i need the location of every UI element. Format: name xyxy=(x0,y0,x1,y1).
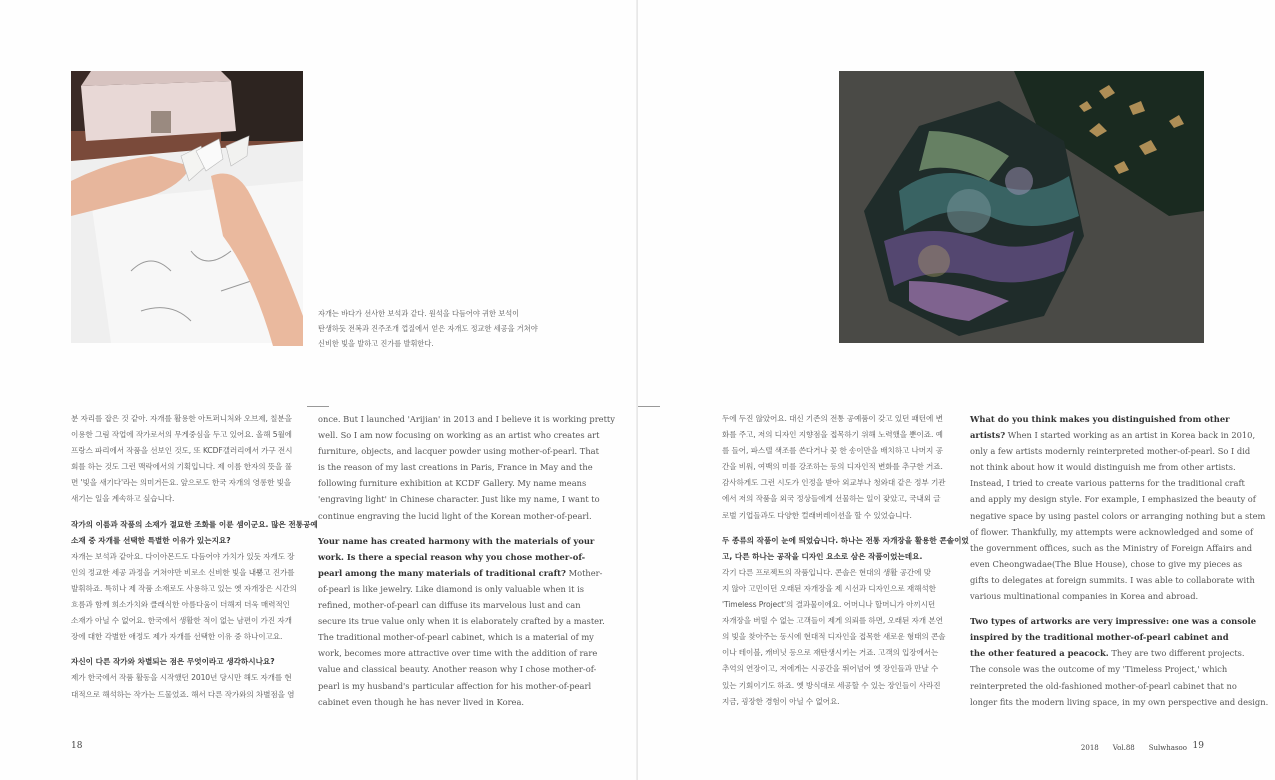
mother-of-pearl-table-photo xyxy=(839,71,1204,343)
text-line: secure its true value only when it is elaborately crafted by a master. xyxy=(318,616,605,627)
text-line: Your name has created harmony with the materials of your xyxy=(318,535,595,546)
interview-question: artists? xyxy=(970,430,1006,441)
text-line: 각기 다른 프로젝트의 작품입니다. 콘솔은 현대의 생활 공간에 맞 xyxy=(722,567,931,577)
text-line: 발휘하죠. 특히나 제 작품 소재로도 사용하고 있는 옛 자개장은 시간의 xyxy=(71,583,297,593)
text-line: work. Is there a special reason why you chose mother-of- xyxy=(318,551,586,562)
issue-year: 2018 xyxy=(1080,744,1099,752)
text-line: not think about how it would distinguish me from other artists. xyxy=(970,462,1236,473)
text-line: 프랑스 파리에서 작품을 선보인 것도, 또 KCDF갤러리에서 가구 전시 xyxy=(71,446,293,456)
interview-question xyxy=(71,654,303,670)
text-line: The traditional mother-of-pearl cabinet, which is a material of my xyxy=(318,632,594,643)
page-number-left: 18 xyxy=(71,741,83,751)
right-page xyxy=(638,0,1275,780)
text-line: inspired by the traditional mother-of-pearl cabinet and xyxy=(970,632,1229,643)
text-line: They are two different projects. xyxy=(1108,648,1245,659)
text-line: 새기는 일을 계속하고 싶습니다. xyxy=(71,494,175,504)
text-line: 회를 하는 것도 그런 맥락에서의 기획입니다. 제 이름 한자의 뜻을 풀 xyxy=(71,462,292,472)
text-line: and apply my design style. For example, I emphasized the beauty of xyxy=(970,494,1256,505)
text-line: 소재가 아닐 수 없어요. 한국에서 생활한 적이 없는 남편이 가진 자개 xyxy=(71,616,292,626)
section-divider xyxy=(638,406,660,407)
text-line: various multinational companies in Korea and abroad. xyxy=(970,591,1199,602)
text-line: 면 '빛을 새기다'라는 의미거든요. 앞으로도 한국 자개의 영롱한 빛을 xyxy=(71,478,292,488)
text-line: is the reason of my last creations in Paris, France in May and the xyxy=(318,462,593,473)
text-line: 에서 저의 작품을 외국 정상들에게 선물하는 일이 잦았고, 국내외 글 xyxy=(722,494,941,504)
left-page xyxy=(0,0,637,780)
text-line: 'engraving light' in Chinese character. Just like my name, I want to xyxy=(318,494,600,505)
text-line: refined, mother-of-pearl can diffuse its marvelous lust and can xyxy=(318,600,581,611)
text-line: 두에 두진 않았어요. 대신 기존의 전통 공예품이 갖고 있던 패턴에 변 xyxy=(722,414,943,423)
text-line: 고, 다른 하나는 공작을 디자인 요소로 삼은 작품이었는데요. xyxy=(722,551,923,561)
text-line: 있는 기회이기도 하죠. 옛 방식대로 세공할 수 있는 장인들이 사라진 xyxy=(722,680,941,690)
text-line: only a few artists modernly reinterpreted mother-of-pearl. So I did xyxy=(970,446,1251,457)
text-line: 감사하게도 그런 시도가 인정을 받아 외교부나 청와대 같은 정부 기관 xyxy=(722,478,946,488)
text-line: negative space by using pastel colors or arranging nothing but a stem xyxy=(970,510,1266,521)
interview-question: pearl among the many materials of traditional craft? xyxy=(318,567,566,578)
text-line: continue engraving the lucid light of the Korean mother-of-pearl. xyxy=(318,510,592,521)
text-line: cabinet even though he has never lived in Korea. xyxy=(318,696,525,707)
text-line: once. But I launched 'Arijian' in 2013 and I believe it is working pretty xyxy=(318,414,615,424)
text-line: gifts to delegates at foreign summits. I was able to collaborate with xyxy=(970,574,1255,585)
text-line: 를 들어, 파스텔 색조를 쓴다거나 꽃 한 송이만을 배치하고 나머지 공 xyxy=(722,446,943,456)
magazine-name: Sulwhasoo xyxy=(1148,744,1187,752)
text-line: work, becomes more attractive over time with the addition of rare xyxy=(318,648,598,659)
interview-question: the other featured a peacock. xyxy=(970,648,1109,659)
text-line: longer fits the modern living space, in my own perspective and design. xyxy=(970,696,1269,707)
text-line: 로벌 기업들과도 다양한 컬래버레이션을 할 수 있었습니다. xyxy=(722,510,912,520)
text-line: even Cheongwadae(The Blue House), chose to give my pieces as xyxy=(970,558,1243,569)
caption-line: 자개는 바다가 선사한 보석과 같다. 원석을 다듬어야 귀한 보석이 xyxy=(318,309,520,318)
text-line: pearl is my husband's particular affection for his mother-of-pearl xyxy=(318,680,592,691)
text-line: 장에 대한 각별한 애정도 제가 자개를 선택한 이유 중 하나이고요. xyxy=(71,632,283,642)
text-line: value and classical beauty. Another reason why I chose mother-of- xyxy=(318,664,597,675)
text-line: 화를 주고, 저의 디자인 지향점을 접목하기 위해 노력했을 뿐이죠. 예 xyxy=(722,430,943,440)
caption-line: 탄생하듯 전복과 진주조개 껍질에서 얻은 자개도 정교한 세공을 거쳐야 xyxy=(318,324,538,333)
photo-caption xyxy=(318,306,538,351)
magazine-issue-info xyxy=(1067,744,1187,752)
text-line: the government offices, such as the Ministry of Foreign Affairs and xyxy=(970,542,1253,553)
text-line: furniture, objects, and lacquer powder using mother-of-pearl. That xyxy=(318,446,599,457)
column-english-right xyxy=(970,411,1269,710)
text-line: of-pearl is like jewelry. Like diamond is only valuable when it is xyxy=(318,583,585,594)
text-line: 지금, 굉장한 경험이 아닐 수 없어요. xyxy=(722,696,840,706)
issue-volume: Vol.88 xyxy=(1112,744,1135,752)
column-english-left xyxy=(318,411,615,710)
text-line: 의 빛을 찾아주는 동시에 현대적 디자인을 접목한 새로운 형태의 콘솔 xyxy=(722,632,946,642)
column-korean-right xyxy=(722,411,969,710)
page-number-right: 19 xyxy=(1192,741,1204,751)
text-line: 소재 중 자개를 선택한 특별한 이유가 있는지요? xyxy=(71,535,231,545)
text-line: 두 종류의 작품이 눈에 띄었습니다. 하나는 전통 자개장을 활용한 콘솔이었 xyxy=(722,535,969,545)
interview-question xyxy=(71,517,318,549)
text-line: 이용한 그림 작업에 작가로서의 무게중심을 두고 있어요. 올해 5월에 xyxy=(71,430,292,440)
text-line: 이나 테이블, 캐비닛 등으로 재탄생시키는 거죠. 고객의 입장에서는 xyxy=(722,648,939,658)
text-line: Instead, I tried to create various patterns for the traditional craft xyxy=(970,478,1245,489)
text-line: 자신이 다른 작가와 차별되는 점은 무엇이라고 생각하시나요? xyxy=(71,657,275,667)
text-line: What do you think makes you distinguished from other xyxy=(970,414,1230,424)
text-line: Two types of artworks are very impressive: one was a console xyxy=(970,616,1257,627)
text-line: 자개는 보석과 같아요. 다이아몬드도 다듬어야 가치가 있듯 자개도 장 xyxy=(71,551,295,561)
text-line: reinterpreted the old-fashioned mother-of-pearl cabinet that no xyxy=(970,680,1237,691)
text-line: 제가 한국에서 작품 활동을 시작했던 2010년 당시만 해도 자개를 현 xyxy=(71,673,292,683)
artisan-hands-photo xyxy=(71,71,303,343)
text-line: 대적으로 해석하는 작가는 드물었죠. 해서 다른 작가와의 차별점을 염 xyxy=(71,689,295,699)
text-line: following furniture exhibition at KCDF Gallery. My name means xyxy=(318,478,587,489)
text-line: 지 않아 고민이던 오래된 자개장을 제 시선과 디자인으로 재해석한 xyxy=(722,583,936,593)
text-line: 흐름과 함께 희소가치와 클래식한 아름다움이 더해져 더욱 매력적인 xyxy=(71,600,290,610)
caption-line: 신비한 빛을 발하고 진가를 발휘한다. xyxy=(318,339,434,348)
text-line: Mother- xyxy=(565,567,603,578)
column-korean-left xyxy=(71,411,318,703)
text-line: 'Timeless Project'의 결과물이에요. 어머니나 할머니가 아끼시던 xyxy=(722,600,936,610)
text-line: well. So I am now focusing on working as an artist who creates art xyxy=(318,430,600,441)
text-line: The console was the outcome of my 'Timeless Project,' which xyxy=(970,664,1228,675)
text-line: 자개장을 버릴 수 없는 고객들이 제게 의뢰를 하면, 오래된 자개 본연 xyxy=(722,616,943,626)
section-divider xyxy=(307,406,329,407)
text-line: 간을 비워, 여백의 미를 강조하는 등의 디자인적 변화를 추구한 거죠. xyxy=(722,462,943,472)
text-line: When I started working as an artist in Korea back in 2010, xyxy=(1005,430,1256,441)
text-line: of flower. Thankfully, my attempts were acknowledged and some of xyxy=(970,526,1254,537)
text-line: 추억의 연장이고, 저에게는 시공간을 뛰어넘어 옛 장인들과 만날 수 xyxy=(722,664,939,674)
text-line: 작가의 이름과 작품의 소재가 절묘한 조화를 이룬 셈이군요. 많은 전통공예 xyxy=(71,519,318,529)
text-line: 인의 정교한 세공 과정을 거쳐야만 비로소 신비한 빛을 내뿜고 진가를 xyxy=(71,567,295,577)
interview-question xyxy=(722,533,969,565)
text-line: 분 자리를 잡은 것 같아. 자개를 활용한 아트퍼니처와 오브제, 칠분을 xyxy=(71,414,292,423)
